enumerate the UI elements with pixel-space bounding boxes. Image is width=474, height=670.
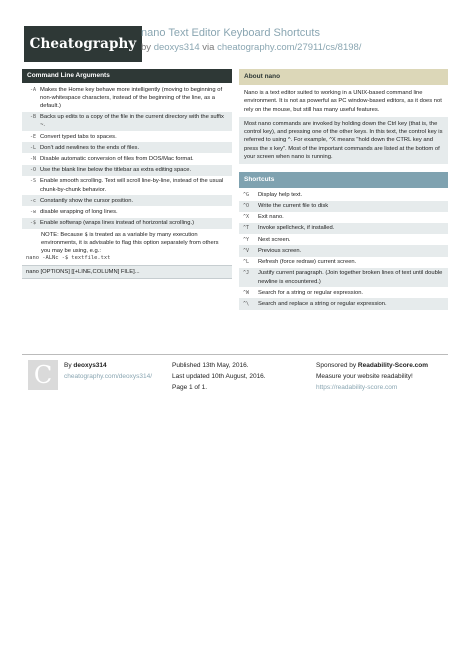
shortcut-row: [239, 212, 448, 223]
author-avatar: C: [28, 360, 58, 390]
shortcut-row-key: ^\: [243, 300, 250, 307]
cli-row-description: Makes the Home key behave more intelligently (moving to beginning of non-whitespace characters, instead of the beginning of the line, as a default.): [40, 86, 223, 109]
sponsor-prefix: Sponsored by: [316, 362, 358, 369]
cli-row-key: -w: [29, 208, 36, 215]
shortcut-row-key: ^V: [243, 247, 250, 254]
cli-row-key: -c: [29, 197, 36, 204]
cli-rows: [22, 84, 232, 229]
footer-sponsor-block: [316, 360, 428, 393]
shortcut-row: [239, 201, 448, 212]
shortcut-row: [239, 268, 448, 287]
shortcut-row: [239, 234, 448, 245]
cli-row: [22, 84, 232, 112]
cli-row: [22, 153, 232, 164]
updated-date: Last updated 10th August, 2016.: [172, 373, 266, 380]
cheatography-logo[interactable]: Cheatography: [24, 26, 142, 62]
sponsor-name[interactable]: Readability-Score.com: [357, 362, 428, 369]
shortcut-row: [239, 245, 448, 256]
shortcut-rows: [239, 189, 448, 309]
page-footer: [22, 354, 448, 415]
note-pre: NOTE: Because: [41, 231, 85, 238]
page-title: nano Text Editor Keyboard Shortcuts: [141, 27, 320, 39]
cli-row-key: -N: [29, 155, 36, 162]
cli-row-description: Enable softwrap (wraps lines instead of horizontal scrolling.): [40, 220, 195, 227]
cli-row: [22, 131, 232, 142]
cli-row-description: Disable automatic conversion of files from DOS/Mac format.: [40, 155, 194, 162]
footer-by-label: By: [64, 362, 74, 369]
shortcut-row-description: Next screen.: [258, 236, 291, 243]
shortcut-row-description: Invoke spellcheck, if installed.: [258, 225, 335, 232]
by-prefix: by: [141, 42, 154, 53]
footer-dates-block: [172, 360, 266, 393]
page-count: Page 1 of 1.: [172, 384, 208, 391]
footer-author-url[interactable]: cheatography.com/deoxys314/: [64, 373, 153, 380]
shortcut-row-description: Search for a string or regular expression.: [258, 289, 364, 296]
shortcut-row-description: Display help text.: [258, 191, 303, 198]
shortcut-row: [239, 287, 448, 298]
shortcut-row-description: Write the current file to disk: [258, 203, 329, 210]
cli-row: [22, 142, 232, 153]
byline: [141, 42, 361, 53]
shortcut-row-key: ^T: [243, 225, 250, 232]
shortcut-row-key: ^W: [243, 289, 250, 296]
shortcut-row-description: Refresh (force redraw) current screen.: [258, 259, 357, 266]
cli-row-description: Don't add newlines to the ends of files.: [40, 144, 140, 151]
shortcut-row: [239, 298, 448, 309]
shortcut-row-key: ^Y: [243, 236, 250, 243]
shortcut-row-key: ^J: [243, 270, 250, 277]
author-link[interactable]: deoxys314: [153, 42, 200, 53]
shortcut-row-key: ^O: [243, 203, 250, 210]
cli-row-key: -O: [29, 167, 36, 174]
shortcut-row: [239, 257, 448, 268]
cli-usage: nano [OPTIONS] [[+LINE,COLUMN] FILE]...: [22, 265, 232, 279]
note-post: is treated as a variable by many execution environments, it is advisable to flag this option separately from others you may be using, e.g.:: [41, 231, 219, 255]
cheatsheet-url-link[interactable]: cheatography.com/27911/cs/8198/: [217, 42, 362, 53]
cli-row-description: Constantly show the cursor position.: [40, 197, 134, 204]
via-text: via: [199, 42, 218, 53]
cli-row-key: -E: [29, 133, 36, 140]
footer-author-block: [64, 360, 152, 382]
cli-row-key: -$: [29, 220, 36, 227]
shortcut-row-description: Search and replace a string or regular expression.: [258, 300, 387, 307]
cli-row: [22, 165, 232, 176]
footer-author-name[interactable]: deoxys314: [73, 362, 107, 369]
shortcut-row-key: ^X: [243, 214, 250, 221]
shortcut-row-key: ^G: [243, 191, 250, 198]
cli-row: [22, 176, 232, 195]
cli-example-command: nano -ALNc -$ textfile.txt: [26, 255, 111, 262]
published-date: Published 13th May, 2016.: [172, 362, 249, 369]
shortcut-row-description: Exit nano.: [258, 214, 284, 221]
cli-row-description: Use the blank line below the titlebar as extra editing space.: [40, 167, 192, 174]
cli-row-key: -L: [29, 144, 36, 151]
cli-section-heading: Command Line Arguments: [22, 69, 232, 83]
cli-row: [22, 206, 232, 217]
cli-row-key: -A: [29, 86, 36, 93]
shortcut-row-description: Justify current paragraph. (Join together broken lines of text until double newline is encountered.): [258, 270, 443, 285]
shortcut-row-key: ^L: [243, 259, 250, 266]
cli-row-description: Enable smooth scrolling. Text will scroll line-by-line, instead of the usual chunk-by-chunk behavior.: [40, 178, 224, 193]
about-section-heading: About nano: [239, 69, 448, 85]
cli-row: [22, 112, 232, 131]
left-column: [22, 69, 232, 279]
cli-row: [22, 218, 232, 229]
shortcut-row: [239, 189, 448, 200]
shortcut-row: [239, 223, 448, 234]
sponsor-url[interactable]: https://readability-score.com: [316, 384, 398, 391]
cli-row-description: Convert typed tabs to spaces.: [40, 133, 117, 140]
about-paragraph-2: Most nano commands are invoked by holding down the Ctrl key (that is, the control key), and pressing one of the other keys. In this text, the control key is referred to using ^. For example, ^X means "hold down the CTRL key and press the x key". Most of the important commands are listed at the bottom of your screen when nano is running.: [239, 117, 448, 164]
shortcut-row-description: Previous screen.: [258, 247, 302, 254]
cli-row-description: Backs up edits to a copy of the file in the current directory with the suffix ~.: [40, 114, 224, 129]
page-header: [20, 24, 454, 64]
sponsor-tagline: Measure your website readability!: [316, 373, 413, 380]
note-symbol: $: [84, 231, 88, 238]
right-column: [239, 69, 448, 310]
about-paragraph-1: Nano is a text editor suited to working in a UNIX-based command line environment. It is not as powerful as PC window-based editors, as it does not rely on the mouse, but still has many useful features.: [244, 90, 442, 113]
cli-row: [22, 195, 232, 206]
cli-row-key: -S: [29, 178, 36, 185]
cli-row-description: disable wrapping of long lines.: [40, 208, 118, 215]
cli-row-key: -B: [29, 114, 36, 121]
shortcuts-section-heading: Shortcuts: [239, 172, 448, 188]
cli-note: [22, 229, 232, 256]
